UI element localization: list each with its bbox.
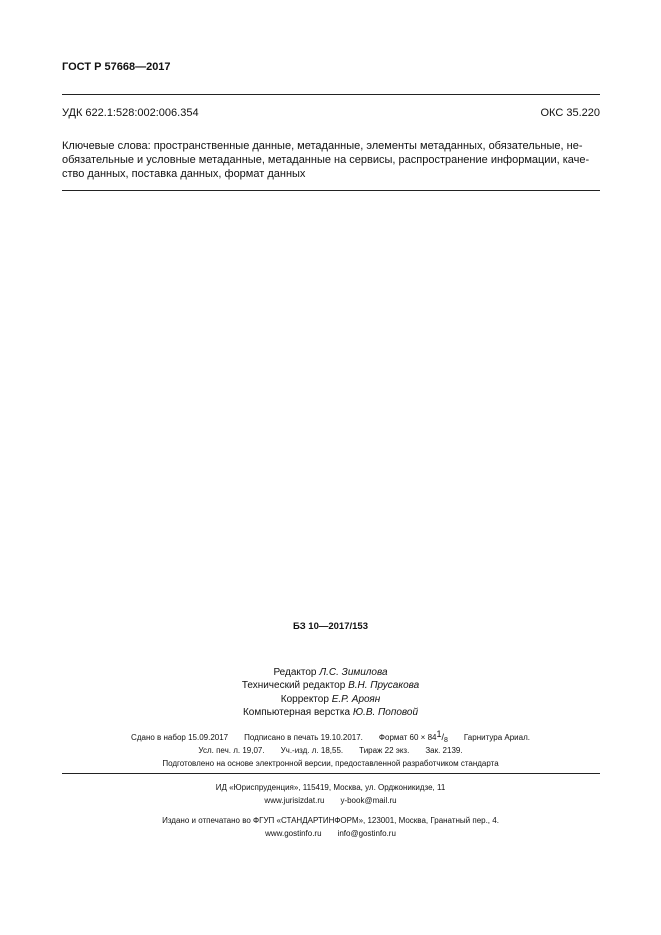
staff-name: Е.Р. Ароян <box>331 693 381 705</box>
staff-item <box>0 706 661 719</box>
imprint-signed-date: Подписано в печать 19.10.2017. <box>244 733 363 742</box>
imprint-typeset-date: Сдано в набор 15.09.2017 <box>131 733 229 742</box>
imprint-print-sheets: Усл. печ. л. 19,07. <box>198 746 265 755</box>
printer-site: www.gostinfo.ru <box>265 829 322 838</box>
imprint-pub-sheets: Уч.-изд. л. 18,55. <box>280 746 344 755</box>
imprint-typeface: Гарнитура Ариал. <box>463 733 530 742</box>
imprint-order: Зак. 2139. <box>425 746 463 755</box>
staff-name: Ю.В. Поповой <box>352 706 419 718</box>
staff-item <box>0 679 661 692</box>
keywords-line: ство данных, поставка данных, формат данных <box>62 168 306 180</box>
staff-role: Редактор <box>273 667 317 678</box>
staff-item <box>0 666 661 679</box>
printer-email: info@gostinfo.ru <box>337 829 396 838</box>
imprint-line-2 <box>0 744 661 757</box>
printer-address: Издано и отпечатано во ФГУП «СТАНДАРТИНФОРМ», 123001, Москва, Гранатный пер., 4. <box>162 816 499 825</box>
publisher-email: y-book@mail.ru <box>340 796 397 805</box>
printer-contacts <box>0 827 661 840</box>
prepared-note: Подготовлено на основе электронной версии, предоставленной разработчиком стандарта <box>162 759 499 768</box>
staff-name: Л.С. Зимилова <box>319 667 388 678</box>
staff-role: Корректор <box>280 693 329 705</box>
oks-code: ОКС 35.220 <box>540 107 600 119</box>
udk-code: УДК 622.1:528:002:006.354 <box>62 107 199 119</box>
publisher-contacts <box>0 794 661 807</box>
imprint-format: Формат $60 \times 841/_8$ <box>378 729 448 744</box>
staff-role: Компьютерная верстка <box>242 706 351 718</box>
staff-item <box>0 693 661 706</box>
bz-number: БЗ 10—2017/153 <box>293 621 368 632</box>
standard-title: ГОСТ Р 57668—2017 <box>62 61 171 73</box>
divider <box>62 190 600 191</box>
imprint-format-sup: 1 <box>436 729 442 739</box>
imprint-block <box>0 731 661 840</box>
imprint-print-run: Тираж 22 экз. <box>359 746 410 755</box>
publisher-address: ИД «Юриспруденция», 115419, Москва, ул. Орджоникидзе, 11 <box>215 783 446 792</box>
keywords-line: обязательные и условные метаданные, метаданные на сервисы, распространение информации, каче- <box>62 154 590 166</box>
keywords-line: Ключевые слова: пространственные данные, метаданные, элементы метаданных, обязательные, не- <box>62 140 583 152</box>
staff-list <box>0 666 661 719</box>
imprint-format-text: Формат 60 × 84 <box>378 733 437 742</box>
staff-name: В.Н. Прусакова <box>348 680 420 692</box>
imprint-format-sub: 8 <box>444 737 448 744</box>
imprint-line-1 <box>0 731 661 744</box>
divider <box>62 94 600 95</box>
publisher-site: www.jurisizdat.ru <box>264 796 325 805</box>
keywords <box>62 139 600 181</box>
staff-role: Технический редактор <box>241 680 346 692</box>
